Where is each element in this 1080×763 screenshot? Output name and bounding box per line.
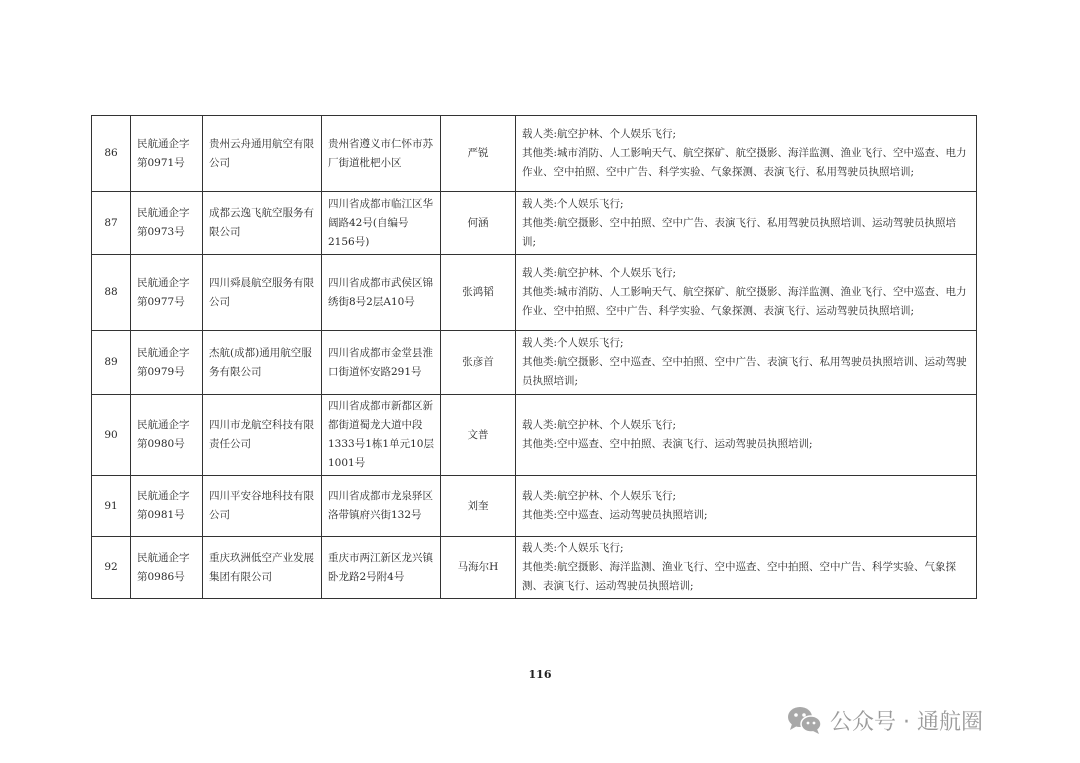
scope-other: 其他类:空中巡查、空中拍照、表演飞行、运动驾驶员执照培训; — [522, 438, 813, 450]
legal-representative: 刘奎 — [441, 476, 516, 537]
company-address: 四川省成都市新都区新都街道蜀龙大道中段1333号1栋1单元10层1001号 — [322, 395, 441, 476]
company-address: 重庆市两江新区龙兴镇卧龙路2号附4号 — [322, 537, 441, 599]
company-address: 四川省成都市金堂县淮口街道怀安路291号 — [322, 331, 441, 395]
scope-passenger: 载人类:个人娱乐飞行; — [522, 337, 624, 349]
permit-table — [91, 115, 977, 599]
table-row — [92, 255, 977, 331]
scope-other: 其他类:城市消防、人工影响天气、航空探矿、航空摄影、海洋监测、渔业飞行、空中巡查、电力作业、空中拍照、空中广告、科学实验、气象探测、表演飞行、运动驾驶员执照培训; — [522, 286, 967, 317]
row-number: 86 — [92, 116, 131, 192]
company-address: 四川省成都市临江区华阔路42号(自编号2156号) — [322, 192, 441, 255]
scope-passenger: 载人类:航空护林、个人娱乐飞行; — [522, 128, 677, 140]
scope-other: 其他类:航空摄影、海洋监测、渔业飞行、空中巡查、空中拍照、空中广告、科学实验、气象探测、表演飞行、运动驾驶员执照培训; — [522, 561, 957, 592]
company-name: 四川平安谷地科技有限公司 — [203, 476, 322, 537]
company-address: 贵州省遵义市仁怀市苏厂街道枇杷小区 — [322, 116, 441, 192]
legal-representative: 文普 — [441, 395, 516, 476]
company-name: 重庆玖洲低空产业发展集团有限公司 — [203, 537, 322, 599]
legal-representative: 严锐 — [441, 116, 516, 192]
company-name: 贵州云舟通用航空有限公司 — [203, 116, 322, 192]
company-name: 杰航(成都)通用航空服务有限公司 — [203, 331, 322, 395]
table-row — [92, 331, 977, 395]
legal-representative: 张彦首 — [441, 331, 516, 395]
permit-number: 民航通企字第0971号 — [131, 116, 203, 192]
scope-passenger: 载人类:个人娱乐飞行; — [522, 197, 624, 210]
permit-number: 民航通企字第0981号 — [131, 476, 203, 537]
scope-passenger: 载人类:航空护林、个人娱乐飞行; — [522, 490, 677, 502]
row-number: 88 — [92, 255, 131, 331]
legal-representative: 马海尔H — [441, 537, 516, 599]
company-name: 成都云逸飞航空服务有限公司 — [203, 192, 322, 255]
scope-passenger: 载人类:航空护林、个人娱乐飞行; — [522, 267, 677, 279]
permit-number: 民航通企字第0977号 — [131, 255, 203, 331]
row-number: 90 — [92, 395, 131, 476]
wechat-icon — [786, 705, 822, 735]
watermark — [786, 703, 983, 737]
permit-number: 民航通企字第0979号 — [131, 331, 203, 395]
permit-number: 民航通企字第0973号 — [131, 192, 203, 255]
business-scope — [516, 331, 977, 395]
company-address: 四川省成都市龙泉驿区洛带镇府兴街132号 — [322, 476, 441, 537]
business-scope — [516, 255, 977, 331]
business-scope — [516, 192, 977, 255]
table-row — [92, 476, 977, 537]
table-row — [92, 116, 977, 192]
scope-passenger: 载人类:航空护林、个人娱乐飞行; — [522, 419, 677, 431]
table-row — [92, 395, 977, 476]
scope-other: 其他类:航空摄影、空中巡查、空中拍照、空中广告、表演飞行、私用驾驶员执照培训、运动驾驶员执照培训; — [522, 356, 967, 387]
page-number: 116 — [528, 668, 552, 681]
business-scope — [516, 395, 977, 476]
business-scope — [516, 116, 977, 192]
company-name: 四川舜晨航空服务有限公司 — [203, 255, 322, 331]
table-row — [92, 537, 977, 599]
company-address: 四川省成都市武侯区锦绣街8号2层A10号 — [322, 255, 441, 331]
permit-number: 民航通企字第0986号 — [131, 537, 203, 599]
watermark-text: 公众号 · 通航圈 — [830, 709, 983, 735]
permit-number: 民航通企字第0980号 — [131, 395, 203, 476]
scope-other: 其他类:空中巡查、运动驾驶员执照培训; — [522, 509, 708, 521]
business-scope — [516, 537, 977, 599]
row-number: 92 — [92, 537, 131, 599]
legal-representative: 何涵 — [441, 192, 516, 255]
table-row — [92, 192, 977, 255]
scope-other: 其他类:城市消防、人工影响天气、航空探矿、航空摄影、海洋监测、渔业飞行、空中巡查、电力作业、空中拍照、空中广告、科学实验、气象探测、表演飞行、私用驾驶员执照培训; — [522, 147, 967, 178]
company-name: 四川市龙航空科技有限责任公司 — [203, 395, 322, 476]
row-number: 89 — [92, 331, 131, 395]
business-scope — [516, 476, 977, 537]
row-number: 91 — [92, 476, 131, 537]
scope-other: 其他类:航空摄影、空中拍照、空中广告、表演飞行、私用驾驶员执照培训、运动驾驶员执照培训; — [522, 216, 957, 248]
legal-representative: 张鸿韬 — [441, 255, 516, 331]
scope-passenger: 载人类:个人娱乐飞行; — [522, 542, 624, 554]
row-number: 87 — [92, 192, 131, 255]
